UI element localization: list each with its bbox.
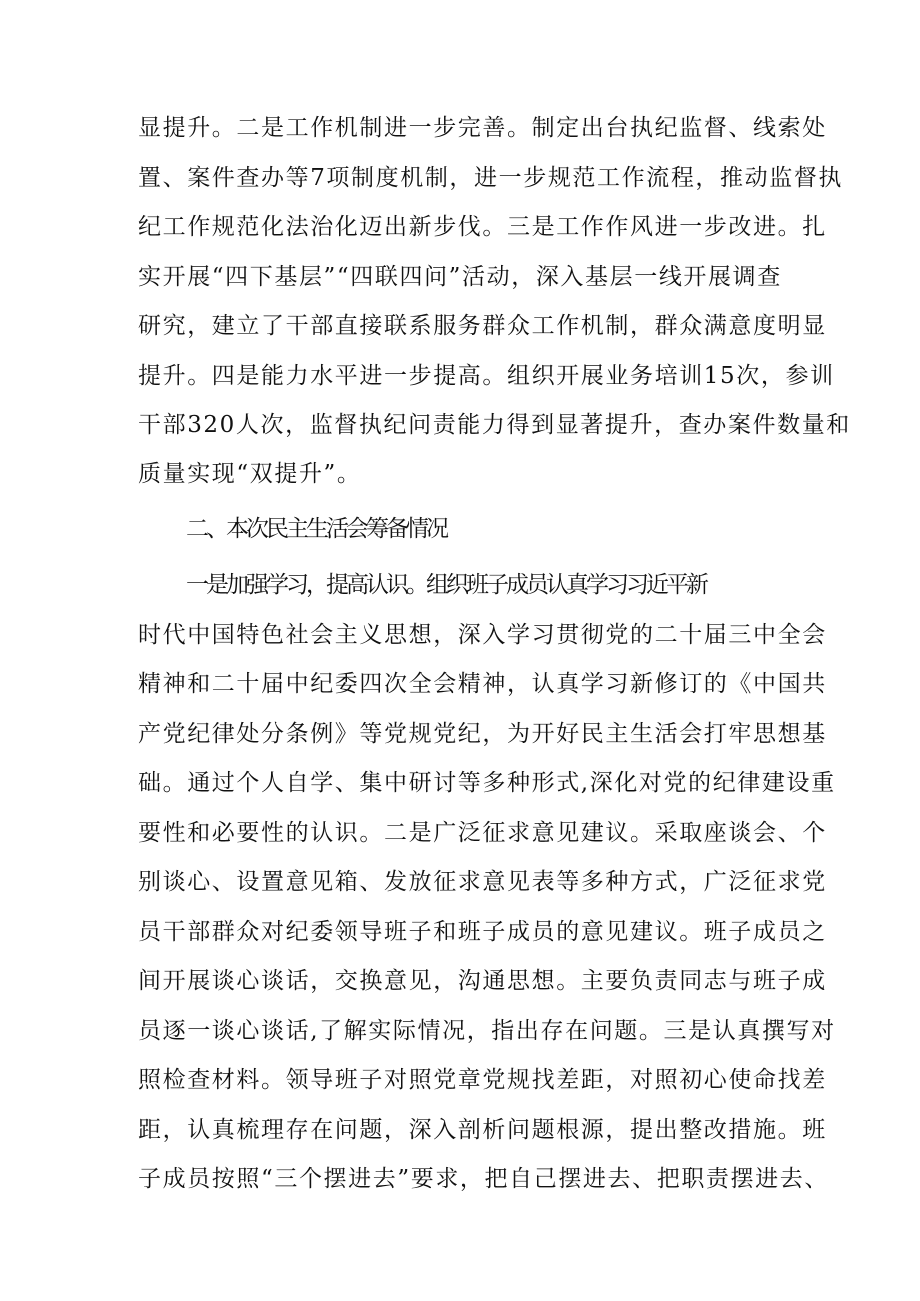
text-line: 照检查材料。领导班子对照党章党规找差距，对照初心使命找差 [138, 1067, 827, 1093]
text-line: 研究，建立了干部直接联系服务群众工作机制，群众满意度明显 [138, 313, 827, 339]
text-line: 实开展“四下基层”“四联四问”活动，深入基层一线开展调查 [138, 264, 782, 290]
text-line: 间开展谈心谈话，交换意见，沟通思想。主要负责同志与班子成 [138, 968, 827, 994]
text-line: 距，认真梳理存在问题，深入剖析问题根源，提出整改措施。班 [138, 1117, 827, 1143]
text-line: 显提升。二是工作机制进一步完善。制定出台执纪监督、线索处 [138, 115, 827, 141]
text-line: 质量实现“双提升”。 [138, 461, 362, 487]
text-line: 别谈心、设置意见箱、发放征求意见表等多种方式，广泛征求党 [138, 869, 827, 895]
text-line: 提升。四是能力水平进一步提高。组织开展业务培训15次，参训 [138, 363, 835, 389]
text-line: 础。通过个人自学、集中研讨等多种形式,深化对党的纪律建设重 [138, 770, 836, 796]
text-line: 员逐一谈心谈话,了解实际情况，指出存在问题。三是认真撰写对 [138, 1018, 836, 1044]
text-line: 时代中国特色社会主义思想，深入学习贯彻党的二十届三中全会 [138, 622, 827, 648]
text-line: 精神和二十届中纪委四次全会精神，认真学习新修订的《中国共 [138, 671, 827, 697]
text-line: 产党纪律处分条例》等党规党纪，为开好民主生活会打牢思想基 [138, 721, 827, 747]
text-line: 子成员按照“三个摆进去”要求，把自己摆进去、把职责摆进去、 [138, 1166, 829, 1192]
text-line: 要性和必要性的认识。二是广泛征求意见建议。采取座谈会、个 [138, 820, 827, 846]
text-line: 纪工作规范化法治化迈出新步伐。三是工作作风进一步改进。扎 [138, 214, 827, 240]
section-heading: 二、本次民主生活会筹备情况 [186, 516, 446, 542]
text-line: 员干部群众对纪委领导班子和班子成员的意见建议。班子成员之 [138, 919, 827, 945]
text-line: 置、案件查办等7项制度机制，进一步规范工作流程，推动监督执 [138, 165, 844, 191]
text-line: 干部320人次，监督执纪问责能力得到显著提升，查办案件数量和 [138, 412, 851, 438]
text-line: 一是加强学习，提高认识。组织班子成员认真学习习近平新 [186, 572, 706, 598]
